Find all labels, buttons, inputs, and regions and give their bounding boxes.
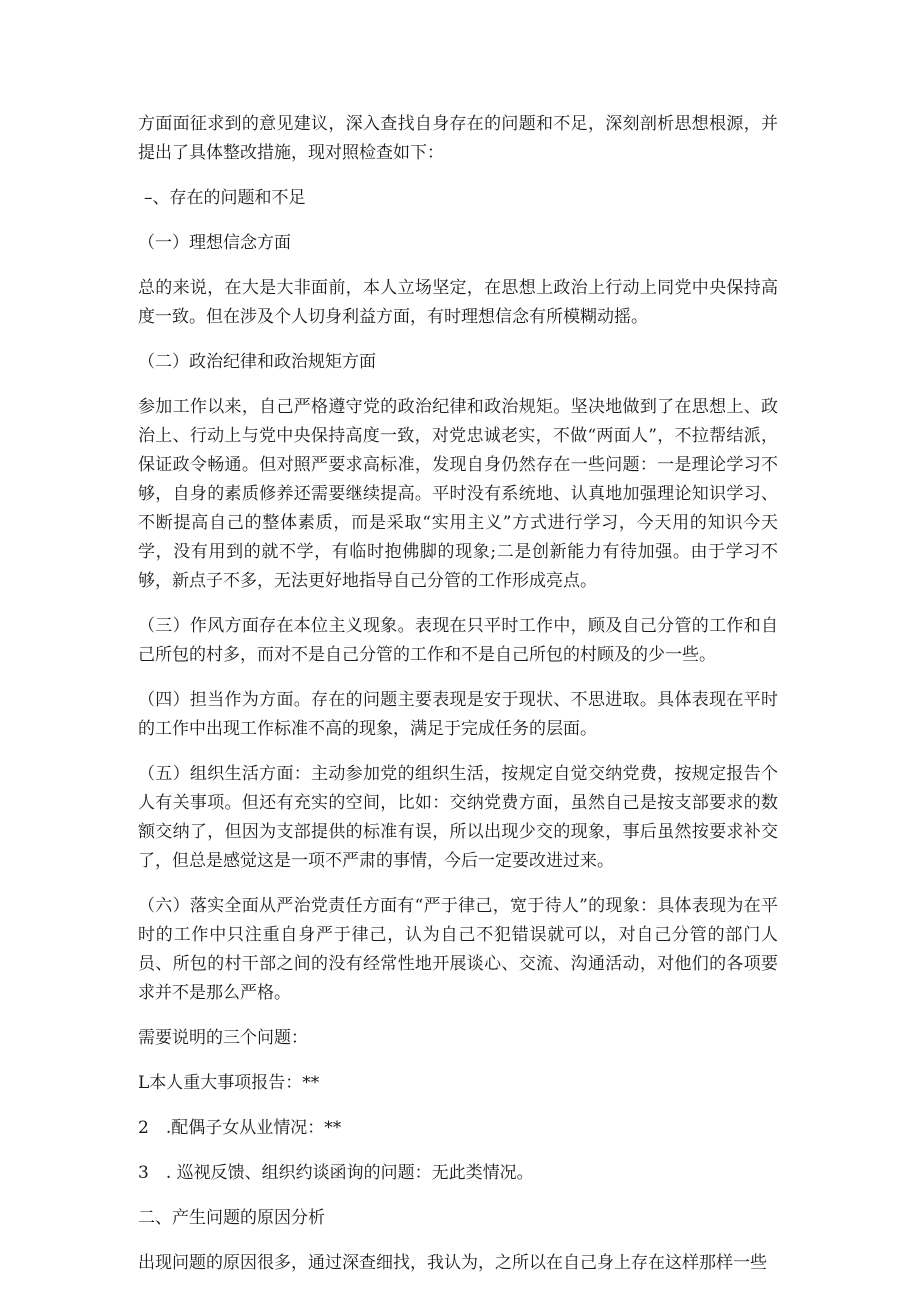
paragraph-party-governance: （六）落实全面从严治党责任方面有“严于律己，宽于待人”的现象：具体表现为在平时的工作中只注重自身严于律己，认为自己不犯错误就可以，对自己分管的部门人员、所包的村干部之间的没有经常性地开展谈心、交流、沟通活动，对他们的各项要求并不是那么严格。 [138,896,778,1003]
list-item-major-matters: L本人重大事项报告：** [138,1073,320,1093]
intro-paragraph: 方面面征求到的意见建议，深入查找自身存在的问题和不足，深刻剖析思想根源，并提出了具体整改措施，现对照检查如下： [138,114,778,163]
section-heading-problems: –、存在的问题和不足 [144,188,306,208]
paragraph-organization-life: （五）组织生活方面：主动参加党的组织生活，按规定自觉交纳党费，按规定报告个人有关事项。但还有充实的空间，比如：交纳党费方面，虽然自己是按支部要求的数额交纳了，但因为支部提供的标准有误，所以出现少交的现象，事后虽然按要求补交了，但总是感觉这是一项不严肃的事情，今后一定要改进过来。 [138,764,778,871]
paragraph-political-discipline: 参加工作以来，自己严格遵守党的政治纪律和政治规矩。坚决地做到了在思想上、政治上、行动上与党中央保持高度一致，对党忠诚老实，不做“两面人”，不拉帮结派，保证政令畅通。但对照严要求高标准，发现自身仍然存在一些问题：一是理论学习不够，自身的素质修养还需要继续提高。平时没有系统地、认真地加强理论知识学习、不断提高自己的整体素质，而是采取“实用主义”方式进行学习，今天用的知识今天学，没有用到的就不学，有临时抱佛脚的现象;二是创新能力有待加强。由于学习不够，新点子不多，无法更好地指导自己分管的工作形成亮点。 [138,397,778,591]
paragraph-causes: 出现问题的原因很多，通过深查细找，我认为，之所以在自己身上存在这样那样一些 [138,1253,767,1273]
document-page [138,110,778,1294]
paragraph-three-issues-intro: 需要说明的三个问题： [138,1028,308,1048]
section-heading-causes: 二、产生问题的原因分析 [138,1208,325,1228]
list-item-family-employment: 2 .配偶子女从业情况：** [138,1118,342,1138]
subheading-ideals: （一）理想信念方面 [138,233,291,253]
subheading-political-discipline: （二）政治纪律和政治规矩方面 [138,352,376,372]
paragraph-ideals: 总的来说，在大是大非面前，本人立场坚定，在思想上政治上行动上同党中央保持高度一致。但在涉及个人切身利益方面，有时理想信念有所模糊动摇。 [138,278,778,327]
paragraph-responsibility: （四）担当作为方面。存在的问题主要表现是安于现状、不思进取。具体表现在平时的工作中出现工作标准不高的现象，满足于完成任务的层面。 [138,690,778,739]
list-item-inspection-feedback: 3 . 巡视反馈、组织约谈函询的问题：无此类情况。 [138,1163,534,1183]
paragraph-work-style: （三）作风方面存在本位主义现象。表现在只平时工作中，顾及自己分管的工作和自己所包的村多，而对不是自己分管的工作和不是自己所包的村顾及的少一些。 [138,616,778,665]
